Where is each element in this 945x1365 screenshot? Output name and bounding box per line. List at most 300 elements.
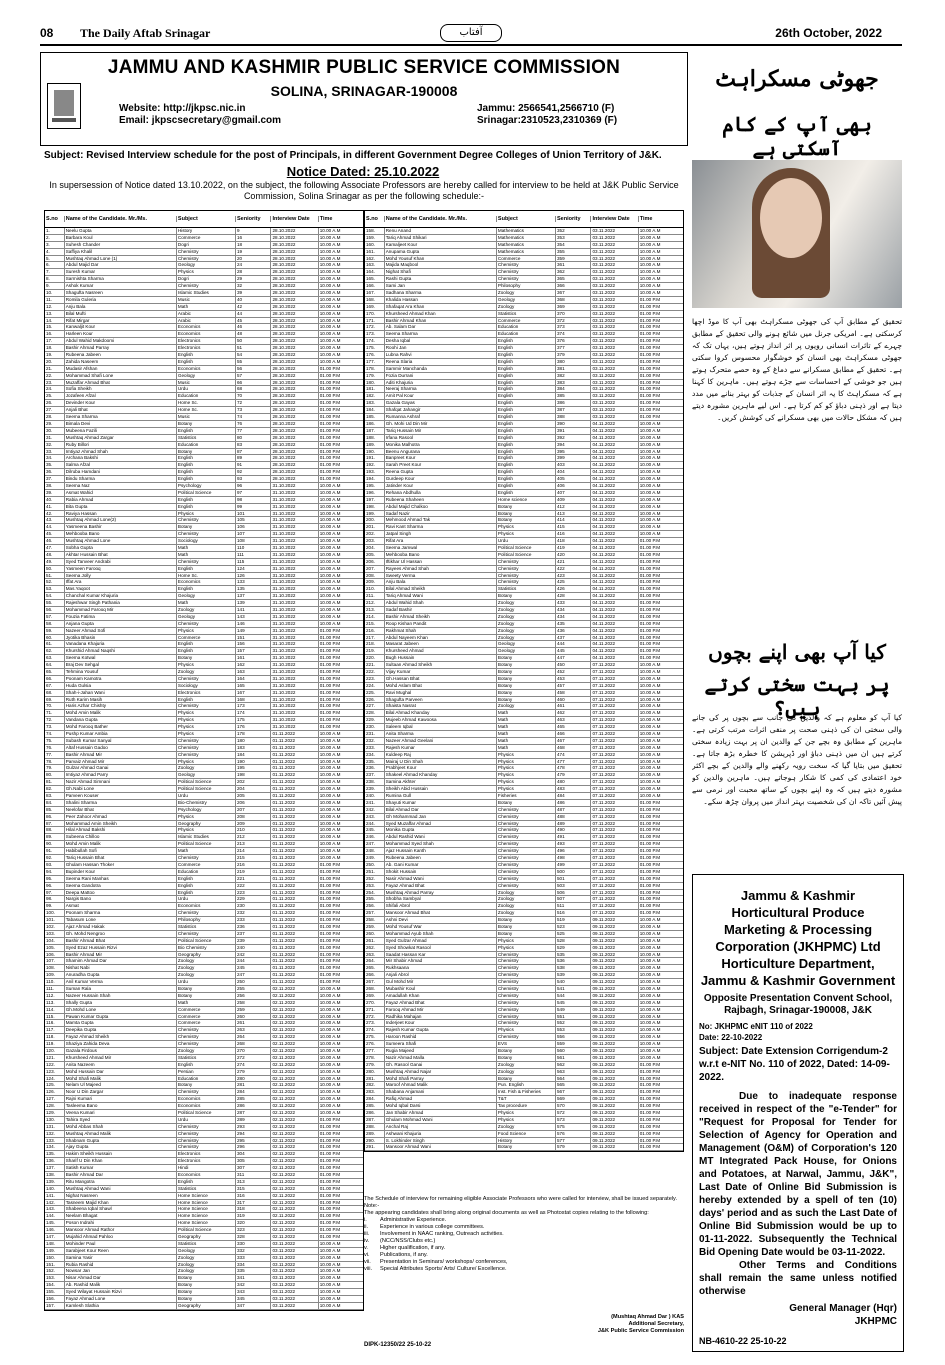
cell-sno: 289. [365, 1131, 385, 1137]
cell-name: Shally Gupta [65, 1000, 177, 1006]
cell-date: 01.11.2022 [271, 759, 318, 765]
cell-subject: Botany [177, 421, 236, 427]
cell-seniority: 579 [556, 1144, 591, 1150]
table-row [365, 614, 683, 621]
cell-sno: 244. [365, 821, 385, 827]
cell-seniority: 362 [556, 269, 591, 275]
ad-signatory-title: General Manager (Hqr) [789, 1303, 897, 1314]
cell-time: 01.00 P.M [639, 655, 661, 661]
cell-subject: Chemistry [177, 249, 236, 255]
cell-seniority: 506 [556, 890, 591, 896]
cell-name: Sharif U Din Khan [65, 1158, 177, 1164]
table-row [365, 876, 683, 883]
table-row [45, 1158, 363, 1165]
table-row [365, 621, 683, 628]
cell-date: 04.11.2022 [591, 531, 638, 537]
cell-name: Saleem Iqbal [385, 724, 497, 730]
cell-name: Mohd Farooq Bather [65, 724, 177, 730]
table-row [365, 318, 683, 325]
cell-sno: 53. [45, 586, 65, 592]
table-row [45, 1296, 363, 1303]
cell-time: 10.00 A.M [319, 1296, 341, 1302]
cell-name: Majida Maqbool [385, 262, 497, 268]
table-row [45, 1034, 363, 1041]
cell-name: Nisar Ahmad Dar [65, 1275, 177, 1281]
cell-subject: Chemistry [497, 834, 556, 840]
cell-date: 07.11.2022 [591, 745, 638, 751]
cell-time: 10.00 A.M [319, 1268, 341, 1274]
cell-time: 10.00 A.M [319, 296, 341, 302]
cell-subject: Chemistry [497, 276, 556, 282]
cell-seniority: 551 [556, 1014, 591, 1020]
cell-date: 31.10.2022 [271, 593, 318, 599]
cell-seniority: 56 [236, 366, 271, 372]
cell-name: Farooq Ahmad Mir [385, 1007, 497, 1013]
table-row [45, 614, 363, 621]
cell-date: 09.11.2022 [591, 965, 638, 971]
cell-name: Shifali Abrol [385, 903, 497, 909]
cell-seniority: 387 [556, 407, 591, 413]
table-row [365, 641, 683, 648]
cell-time: 10.00 A.M [319, 779, 341, 785]
cell-time: 10.00 A.M [319, 1103, 341, 1109]
cell-name: Rayees Ahmad Shah [385, 566, 497, 572]
cell-subject: Math [497, 745, 556, 751]
cell-subject: Urdu [177, 979, 236, 985]
cell-date: 02.11.2022 [271, 1007, 318, 1013]
table-row [45, 834, 363, 841]
cell-seniority: 433 [556, 600, 591, 606]
cell-name: Shabana Anjamani [385, 1089, 497, 1095]
schedule-table-left [44, 210, 364, 1311]
cell-name: Inderjeet Kour [385, 1020, 497, 1026]
cell-date: 01.11.2022 [271, 938, 318, 944]
cell-sno: 147. [45, 1234, 65, 1240]
table-row [45, 800, 363, 807]
cell-date: 31.10.2022 [271, 628, 318, 634]
cell-seniority: 577 [556, 1138, 591, 1144]
cell-seniority: 353 [556, 235, 591, 241]
cell-name: Mansoor Ahmad Bhat [385, 910, 497, 916]
table-row [365, 490, 683, 497]
cell-date: 28.10.2022 [271, 469, 318, 475]
cell-subject: Chemistry [497, 1020, 556, 1026]
cell-seniority: 342 [236, 1282, 271, 1288]
table-header [45, 211, 363, 228]
table-row [45, 710, 363, 717]
cell-subject: Botany [497, 683, 556, 689]
table-row [45, 455, 363, 462]
cell-date: 03.11.2022 [591, 318, 638, 324]
cell-sno: 31. [45, 435, 65, 441]
cell-name: Tabasum Lone [65, 917, 177, 923]
cell-name: Mehbooba Bano [65, 531, 177, 537]
cell-sno: 121. [45, 1055, 65, 1061]
cell-time: 10.00 A.M [319, 538, 341, 544]
cell-time: 01.00 P.M [639, 855, 661, 861]
cell-name: Bashir Ahmad Khan [385, 318, 497, 324]
cell-name: Seema Sharma [65, 414, 177, 420]
table-row [45, 517, 363, 524]
cell-date: 31.10.2022 [271, 621, 318, 627]
cell-subject: Electronics [177, 338, 236, 344]
cell-time: 10.00 A.M [639, 448, 661, 454]
cell-name: Mohammad Farooq Mir [65, 607, 177, 613]
cell-date: 07.11.2022 [591, 759, 638, 765]
table-row [45, 1172, 363, 1179]
cell-date: 04.11.2022 [591, 524, 638, 530]
cell-seniority: 237 [236, 931, 271, 937]
cell-date: 07.11.2022 [591, 752, 638, 758]
cell-sno: 50. [45, 566, 65, 572]
jkpsc-address: SOLINA, SRINAGAR-190008 [270, 83, 458, 99]
cell-time: 01.00 P.M [319, 379, 341, 385]
table-row [45, 524, 363, 531]
cell-subject: English [497, 449, 556, 455]
cell-name: Shah-i-Jahan Wani [65, 690, 177, 696]
cell-seniority: 68 [236, 386, 271, 392]
cell-seniority: 479 [556, 772, 591, 778]
cell-seniority: 264 [236, 1034, 271, 1040]
cell-date: 04.11.2022 [591, 545, 638, 551]
table-row [365, 1034, 683, 1041]
cell-sno: 115. [45, 1014, 65, 1020]
cell-seniority: 137 [236, 593, 271, 599]
table-row [45, 779, 363, 786]
cell-name: Seema Gandotra [65, 883, 177, 889]
cell-date: 04.11.2022 [591, 655, 638, 661]
cell-seniority: 334 [236, 1262, 271, 1268]
cell-name: Seema Naz [65, 483, 177, 489]
table-row [365, 841, 683, 848]
cell-date: 31.10.2022 [271, 586, 318, 592]
cell-sno: 67. [45, 683, 65, 689]
cell-date: 28.10.2022 [271, 421, 318, 427]
table-row [45, 869, 363, 876]
cell-sno: 101. [45, 917, 65, 923]
cell-date: 03.11.2022 [591, 242, 638, 248]
cell-date: 03.11.2022 [271, 1282, 318, 1288]
cell-sno: 242. [365, 807, 385, 813]
cell-sno: 25. [45, 393, 65, 399]
cell-time: 10.00 A.M [319, 1089, 341, 1095]
cell-sno: 260. [365, 931, 385, 937]
table-row [365, 793, 683, 800]
cell-time: 01.00 P.M [319, 462, 341, 468]
cell-time: 10.00 A.M [319, 255, 341, 261]
cell-seniority: 39 [236, 290, 271, 296]
cell-date: 07.11.2022 [591, 779, 638, 785]
cell-sno: 203. [365, 538, 385, 544]
urdu-headline-2: بھی آپ کے کام آسکتی ہے [722, 112, 872, 160]
cell-name: Rifat Ara [385, 538, 497, 544]
cell-name: Gh.Nabi Lone [65, 786, 177, 792]
cell-date: 09.11.2022 [591, 917, 638, 923]
cell-name: Mohd Shafi Malik [65, 1076, 177, 1082]
table-row [365, 752, 683, 759]
cell-subject: Geology [177, 373, 236, 379]
cell-sno: 17. [45, 338, 65, 344]
cell-date: 02.11.2022 [271, 1138, 318, 1144]
table-row [365, 1020, 683, 1027]
cell-time: 01.00 P.M [319, 669, 341, 674]
cell-subject: Physics [497, 772, 556, 778]
cell-name: Iftikhar Ul Hassan [385, 559, 497, 565]
cell-sno: 173. [365, 331, 385, 337]
cell-date: 28.10.2022 [271, 462, 318, 468]
table-row [45, 497, 363, 504]
cell-date: 28.10.2022 [271, 414, 318, 420]
cell-date: 07.11.2022 [591, 910, 638, 916]
cell-date: 01.11.2022 [271, 952, 318, 958]
cell-date: 04.11.2022 [591, 635, 638, 641]
cell-time: 10.00 A.M [639, 744, 661, 750]
cell-time: 10.00 A.M [319, 758, 341, 764]
cell-sno: 129. [45, 1110, 65, 1116]
cell-time: 10.00 A.M [319, 234, 341, 240]
cell-name: Kamlesh Slathia [65, 1303, 177, 1309]
cell-name: Bashir Ahmad Dar [65, 1172, 177, 1178]
cell-time: 01.00 P.M [639, 331, 661, 337]
cell-seniority: 105 [236, 517, 271, 523]
cell-subject: Philosophy [497, 283, 556, 289]
cell-seniority: 55 [236, 359, 271, 365]
cell-date: 01.11.2022 [271, 883, 318, 889]
table-row [365, 1131, 683, 1138]
cell-subject: English [177, 462, 236, 468]
cell-subject: Geology [177, 614, 236, 620]
cell-date: 31.10.2022 [271, 614, 318, 620]
cell-sno: 228. [365, 710, 385, 716]
cell-name: Anju Bala [385, 579, 497, 585]
header-sno: S.no [365, 216, 385, 222]
cell-name: Mohd Iqbal Darsi [385, 1103, 497, 1109]
cell-seniority: 413 [556, 511, 591, 517]
cell-name: Mujeeb Ahmad Kawoosa [385, 717, 497, 723]
cell-name: Mohammad Shafi Lone [65, 373, 177, 379]
cell-seniority: 516 [556, 910, 591, 916]
cell-date: 31.10.2022 [271, 573, 318, 579]
table-row [45, 511, 363, 518]
table-row [45, 400, 363, 407]
cell-seniority: 50 [236, 338, 271, 344]
cell-seniority: 323 [236, 1227, 271, 1233]
cell-time: 01.00 P.M [639, 834, 661, 840]
cell-seniority: 294 [236, 1131, 271, 1137]
cell-time: 10.00 A.M [319, 510, 341, 516]
cell-seniority: 493 [556, 841, 591, 847]
cell-name: Syed Muzaffar Ahmad [385, 821, 497, 827]
cell-name: Prabhjeet Kour [385, 765, 497, 771]
cell-date: 03.11.2022 [591, 324, 638, 330]
cell-subject: English [177, 1062, 236, 1068]
header-seniority: Seniority [556, 216, 591, 222]
cell-subject: Tax procedure [497, 1103, 556, 1109]
ad-title-line-6: Jammu & Kashmir Government [700, 973, 896, 988]
cell-subject: Statistics [177, 1186, 236, 1192]
cell-seniority: 372 [556, 318, 591, 324]
cell-time: 10.00 A.M [639, 1006, 661, 1012]
cell-sno: 75. [45, 738, 65, 744]
cell-subject: English [497, 380, 556, 386]
cell-sno: 23. [45, 380, 65, 386]
cell-date: 07.11.2022 [591, 710, 638, 716]
table-row [45, 490, 363, 497]
cell-subject: English [177, 566, 236, 572]
urdu-headline-4: پر بہت سختی کرتے ہیں؟ [704, 672, 890, 720]
cell-sno: 227. [365, 703, 385, 709]
table-row [365, 731, 683, 738]
cell-sno: 85. [45, 807, 65, 813]
cell-sno: 35. [45, 462, 65, 468]
cell-time: 10.00 A.M [319, 848, 341, 854]
cell-name: Harleen Kour [65, 331, 177, 337]
cell-subject: English [177, 697, 236, 703]
cell-subject: English [177, 455, 236, 461]
cell-time: 10.00 A.M [319, 586, 341, 592]
cell-name: Banpreet Kour [385, 455, 497, 461]
cell-seniority: 462 [556, 710, 591, 716]
cell-sno: 211. [365, 593, 385, 599]
cell-sno: 9. [45, 283, 65, 289]
cell-sno: 83. [45, 793, 65, 799]
cell-subject: English [497, 345, 556, 351]
cell-sno: 136. [45, 1158, 65, 1164]
cell-name: Tariq Hussain Mir [385, 428, 497, 434]
cell-name: Zahida Naseem [65, 359, 177, 365]
table-row [45, 724, 363, 731]
cell-sno: 169. [365, 304, 385, 310]
cell-subject: Chemistry [497, 1000, 556, 1006]
cell-seniority: 575 [556, 1124, 591, 1130]
cell-time: 01.00 P.M [639, 1061, 661, 1067]
cell-time: 10.00 A.M [639, 751, 661, 757]
cell-seniority: 57 [236, 373, 271, 379]
cell-subject: Statistics [497, 586, 556, 592]
cell-time: 10.00 A.M [319, 310, 341, 316]
cell-time: 01.00 P.M [319, 1137, 341, 1143]
cell-time: 01.00 P.M [639, 558, 661, 564]
cell-seniority: 386 [556, 400, 591, 406]
cell-seniority: 539 [556, 972, 591, 978]
cell-time: 10.00 A.M [319, 786, 341, 792]
cell-date: 01.11.2022 [271, 979, 318, 985]
table-row [45, 566, 363, 573]
table-row [365, 373, 683, 380]
cell-subject: Geology [177, 772, 236, 778]
cell-name: Pushp Kumar Ambia [65, 731, 177, 737]
footnote-remaining: The Schedule of interview for remaining eligible Associate Professors who were called for interview, shall be issued separately. [364, 1196, 677, 1202]
cell-date: 09.11.2022 [591, 1055, 638, 1061]
cell-name: Shaziya Zahida Deva [65, 1041, 177, 1047]
cell-time: 10.00 A.M [319, 841, 341, 847]
cell-subject: Education [177, 442, 236, 448]
cell-name: Sarmishta Sharma [65, 276, 177, 282]
cell-time: 01.00 P.M [319, 648, 341, 654]
document-item-number: vi. [364, 1252, 370, 1258]
cell-name: Anjali Bhat [65, 407, 177, 413]
cell-date: 04.11.2022 [591, 573, 638, 579]
cell-seniority: 465 [556, 724, 591, 730]
cell-seniority: 280 [236, 1076, 271, 1082]
cell-time: 01.00 P.M [639, 393, 661, 399]
cell-date: 28.10.2022 [271, 386, 318, 392]
cell-subject: Statistics [177, 924, 236, 930]
cell-date: 31.10.2022 [271, 648, 318, 654]
cell-time: 10.00 A.M [639, 476, 661, 482]
cell-date: 04.11.2022 [591, 614, 638, 620]
cell-date: 31.10.2022 [271, 703, 318, 709]
cell-time: 10.00 A.M [639, 737, 661, 743]
cell-sno: 126. [45, 1089, 65, 1095]
cell-date: 09.11.2022 [591, 993, 638, 999]
table-row [365, 1103, 683, 1110]
cell-sno: 281. [365, 1076, 385, 1082]
cell-seniority: 501 [556, 876, 591, 882]
table-row [365, 972, 683, 979]
cell-date: 02.11.2022 [271, 1082, 318, 1088]
cell-sno: 55. [45, 600, 65, 606]
table-row [365, 821, 683, 828]
cell-sno: 32. [45, 442, 65, 448]
cell-name: Sheikh Abid Hussain [385, 786, 497, 792]
cell-seniority: 156 [236, 641, 271, 647]
cell-seniority: 304 [236, 1151, 271, 1157]
table-row [45, 938, 363, 945]
cell-sno: 8. [45, 276, 65, 282]
cell-seniority: 165 [236, 683, 271, 689]
table-row [365, 1000, 683, 1007]
cell-sno: 174. [365, 338, 385, 344]
cell-name: Ravi Mughal [385, 690, 497, 696]
cell-name: Syed Gulzar Ahmad [385, 938, 497, 944]
table-row [365, 297, 683, 304]
table-row [365, 483, 683, 490]
urdu-headline-1: جھوٹی مسکراہٹ [715, 66, 879, 92]
ad-ref-date: Date: 22-10-2022 [699, 1033, 763, 1042]
cell-subject: Education [497, 331, 556, 337]
cell-name: Gulzar Ahmad Ganai [65, 765, 177, 771]
cell-sno: 254. [365, 890, 385, 896]
cell-sno: 118. [45, 1034, 65, 1040]
cell-subject: Zoology [177, 1268, 236, 1274]
table-row [365, 449, 683, 456]
table-row [365, 1041, 683, 1048]
cell-name: Mohd Amin Malik [65, 710, 177, 716]
cell-seniority: 74 [236, 414, 271, 420]
cell-name: Khursheed Ahmad Khan [385, 311, 497, 317]
cell-sno: 220. [365, 655, 385, 661]
cell-date: 07.11.2022 [591, 800, 638, 806]
cell-sno: 103. [45, 931, 65, 937]
cell-subject: Commerce [177, 635, 236, 641]
cell-name: Shakeel Ahmad Khanday [385, 772, 497, 778]
cell-time: 01.00 P.M [319, 979, 341, 985]
cell-name: Deepika Gupta [65, 1027, 177, 1033]
cell-date: 28.10.2022 [271, 262, 318, 268]
table-row [45, 745, 363, 752]
cell-seniority: 143 [236, 614, 271, 620]
cell-seniority: 365 [556, 276, 591, 282]
document-item [364, 1266, 684, 1273]
cell-subject: Zoology [177, 669, 236, 675]
cell-subject: Geology [177, 593, 236, 599]
cell-time: 01.00 P.M [639, 882, 661, 888]
table-row [45, 621, 363, 628]
cell-time: 10.00 A.M [639, 972, 661, 978]
cell-seniority: 453 [556, 676, 591, 682]
cell-seniority: 24 [236, 262, 271, 268]
